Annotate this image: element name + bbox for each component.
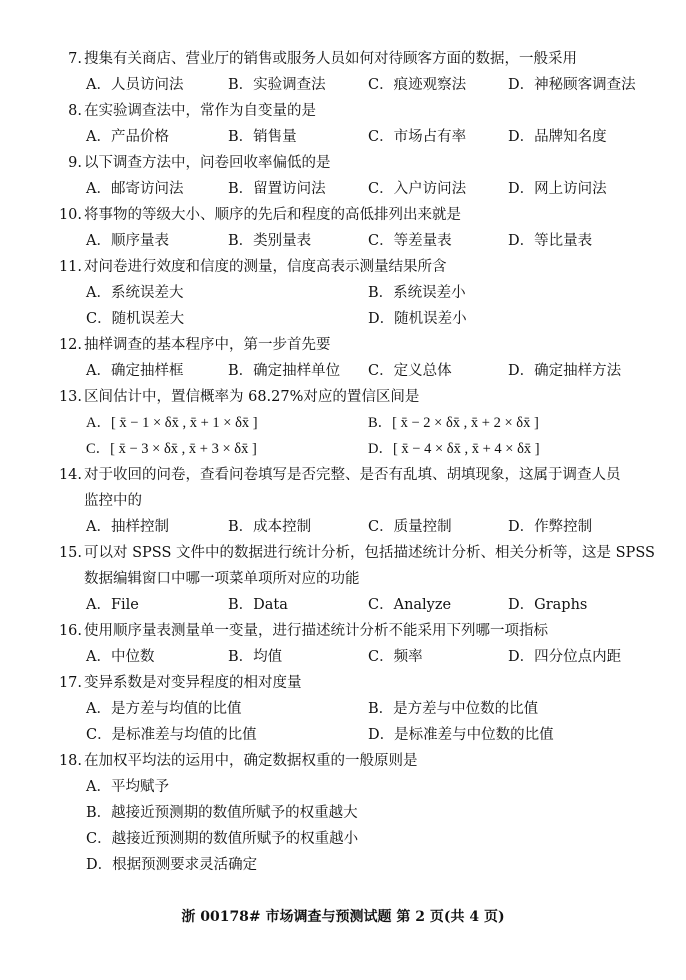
option-a: A．平均赋予 <box>86 779 169 795</box>
question-10 <box>0 202 686 254</box>
option-d: D．网上访问法 <box>508 181 607 197</box>
question-12 <box>0 332 686 384</box>
option-row <box>0 644 686 670</box>
option-d: D．是标准差与中位数的比值 <box>368 727 554 743</box>
question-number: 17. <box>58 675 82 691</box>
question-number: 15. <box>58 545 82 561</box>
option-d: D．四分位点内距 <box>508 649 622 665</box>
option-b: B．均值 <box>228 649 283 665</box>
option-a: A．中位数 <box>86 649 155 665</box>
option-c: C．入户访问法 <box>368 181 467 197</box>
option-row <box>0 436 686 462</box>
option-b: B．系统误差小 <box>368 285 466 301</box>
option-b: B．成本控制 <box>228 519 312 535</box>
option-b: B．实验调查法 <box>228 77 326 93</box>
option-b: B．留置访问法 <box>228 181 326 197</box>
option-row <box>0 696 686 722</box>
option-c: C．质量控制 <box>368 519 452 535</box>
option-a: A．File <box>86 597 139 613</box>
question-text: 变异系数是对变异程度的相对度量 <box>84 675 302 691</box>
question-text: 监控中的 <box>84 493 142 509</box>
option-row <box>0 72 686 98</box>
question-text: 对问卷进行效度和信度的测量，信度高表示测量结果所含 <box>84 259 447 275</box>
question-text: 对于收回的问卷，查看问卷填写是否完整、是否有乱填、胡填现象，这属于调查人员 <box>84 467 621 483</box>
option-a: A．顺序量表 <box>86 233 169 249</box>
option-d: D．Graphs <box>508 597 588 613</box>
question-15 <box>0 540 686 618</box>
question-number: 7. <box>68 51 82 67</box>
question-stem <box>0 618 686 644</box>
option-row <box>0 280 686 306</box>
question-number: 11. <box>58 259 82 275</box>
option-row <box>0 228 686 254</box>
question-number: 16. <box>58 623 82 639</box>
option-d: D．神秘顾客调查法 <box>508 77 636 93</box>
question-number: 8. <box>68 103 82 119</box>
option-d: D．随机误差小 <box>368 311 467 327</box>
question-text: 将事物的等级大小、顺序的先后和程度的高低排列出来就是 <box>84 207 461 223</box>
option-b: B．销售量 <box>228 129 297 145</box>
option-d: D．根据预测要求灵活确定 <box>86 857 258 873</box>
question-text: 在实验调查法中，常作为自变量的是 <box>84 103 316 119</box>
question-stem <box>0 98 686 124</box>
option-c: C．[ x̄ − 3 × δx̄ , x̄ + 3 × δx̄ ] <box>86 441 257 457</box>
question-number: 18. <box>58 753 82 769</box>
option-b: B．[ x̄ − 2 × δx̄ , x̄ + 2 × δx̄ ] <box>368 415 539 431</box>
question-text: 数据编辑窗口中哪一项菜单项所对应的功能 <box>84 571 360 587</box>
option-c: C．越接近预测期的数值所赋予的权重越小 <box>86 831 359 847</box>
option-d: D．确定抽样方法 <box>508 363 622 379</box>
question-text: 搜集有关商店、营业厅的销售或服务人员如何对待顾客方面的数据，一般采用 <box>84 51 577 67</box>
option-b: B．越接近预测期的数值所赋予的权重越大 <box>86 805 358 821</box>
question-text: 使用顺序量表测量单一变量，进行描述统计分析不能采用下列哪一项指标 <box>84 623 548 639</box>
option-c: C．Analyze <box>368 597 452 613</box>
question-9 <box>0 150 686 202</box>
question-stem-continued <box>0 566 686 592</box>
question-text: 抽样调查的基本程序中，第一步首先要 <box>84 337 331 353</box>
question-number: 10. <box>58 207 82 223</box>
page-footer: 浙 00178# 市场调查与预测试题 第 2 页(共 4 页) <box>181 909 505 925</box>
option-row <box>0 306 686 332</box>
question-text: 在加权平均法的运用中，确定数据权重的一般原则是 <box>84 753 418 769</box>
option-c: C．是标准差与均值的比值 <box>86 727 257 743</box>
option-d: D．[ x̄ − 4 × δx̄ , x̄ + 4 × δx̄ ] <box>368 441 540 457</box>
question-stem-continued <box>0 488 686 514</box>
option-row <box>0 410 686 436</box>
option-d: D．等比量表 <box>508 233 593 249</box>
question-18 <box>0 748 686 878</box>
option-b: B．Data <box>228 597 288 613</box>
question-stem <box>0 748 686 774</box>
option-row <box>0 176 686 202</box>
question-stem <box>0 254 686 280</box>
question-number: 12. <box>58 337 82 353</box>
option-row <box>0 722 686 748</box>
question-stem <box>0 384 686 410</box>
option-c: C．定义总体 <box>368 363 452 379</box>
option-row <box>0 514 686 540</box>
question-17 <box>0 670 686 748</box>
question-stem <box>0 332 686 358</box>
option-c: C．市场占有率 <box>368 129 467 145</box>
option-d: D．品牌知名度 <box>508 129 607 145</box>
option-c: C．痕迹观察法 <box>368 77 467 93</box>
question-list <box>0 46 686 878</box>
question-number: 14. <box>58 467 82 483</box>
option-a: A．是方差与均值的比值 <box>86 701 242 717</box>
question-stem <box>0 46 686 72</box>
option-row <box>0 124 686 150</box>
question-text: 以下调查方法中，问卷回收率偏低的是 <box>84 155 331 171</box>
question-13 <box>0 384 686 462</box>
question-text: 可以对 SPSS 文件中的数据进行统计分析，包括描述统计分析、相关分析等，这是 SPSS <box>84 545 655 561</box>
option-row <box>0 592 686 618</box>
option-c: C．频率 <box>368 649 423 665</box>
question-14 <box>0 462 686 540</box>
option-a: A．系统误差大 <box>86 285 184 301</box>
option-row <box>0 358 686 384</box>
option-b: B．是方差与中位数的比值 <box>368 701 539 717</box>
option-a: A．邮寄访问法 <box>86 181 184 197</box>
option-d: D．作弊控制 <box>508 519 593 535</box>
option-a: A．确定抽样框 <box>86 363 184 379</box>
question-stem <box>0 150 686 176</box>
question-stem <box>0 670 686 696</box>
option-b: B．类别量表 <box>228 233 312 249</box>
question-number: 9. <box>68 155 82 171</box>
question-text: 区间估计中，置信概率为 68.27%对应的置信区间是 <box>84 389 420 405</box>
option-a: A．抽样控制 <box>86 519 169 535</box>
question-number: 13. <box>58 389 82 405</box>
question-11 <box>0 254 686 332</box>
option-b: B．确定抽样单位 <box>228 363 341 379</box>
question-16 <box>0 618 686 670</box>
option-c: C．随机误差大 <box>86 311 185 327</box>
option-a: A．产品价格 <box>86 129 169 145</box>
question-stem <box>0 462 686 488</box>
question-stem <box>0 202 686 228</box>
option-a: A．人员访问法 <box>86 77 184 93</box>
question-7 <box>0 46 686 98</box>
option-c: C．等差量表 <box>368 233 452 249</box>
question-8 <box>0 98 686 150</box>
option-a: A．[ x̄ − 1 × δx̄ , x̄ + 1 × δx̄ ] <box>86 415 258 431</box>
question-stem <box>0 540 686 566</box>
